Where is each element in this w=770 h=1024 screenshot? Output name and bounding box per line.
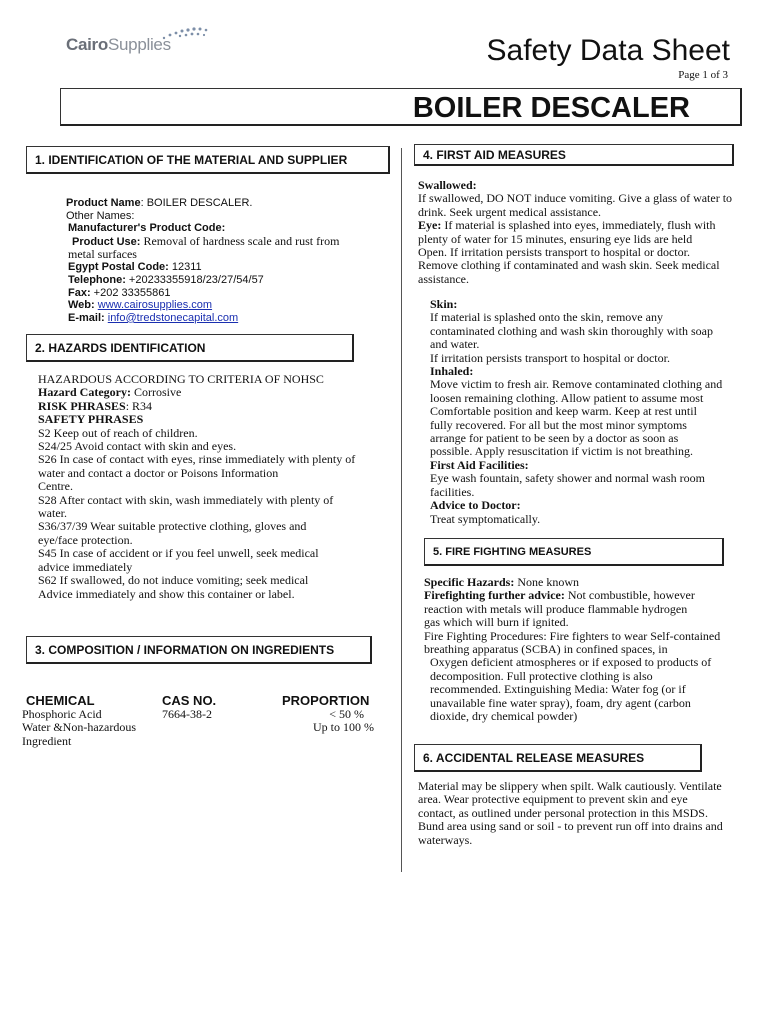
safety-phrases-list [38,427,355,601]
text-line: water and contact a doctor or Poisons Information [38,465,279,480]
text-line: S36/37/39 Wear suitable protective clothing, gloves and [38,519,307,534]
section-5-header [424,538,724,566]
text-line: and water. [430,337,480,352]
proportion-column [276,708,374,735]
manufacturer-code: Manufacturer's Product Code: [68,222,226,235]
risk-phrases-label: RISK PHRASES [38,398,126,413]
inhaled-label: Inhaled: [430,364,474,379]
section-2-header [26,334,354,362]
section-3-header [26,636,372,664]
section-2-title: 2. HAZARDS IDENTIFICATION [35,340,206,355]
document-title: Safety Data Sheet [486,34,730,67]
eye-first-line: If material is splashed into eyes, immediately, flush with [441,218,716,233]
fax-label: Fax: [68,286,91,299]
firefighting-advice-label: Firefighting further advice: [424,588,565,603]
text-line: recommended. Extinguishing Media: Water fog (or if [430,682,686,697]
page-number: Page 1 of 3 [678,69,728,81]
accidental-release-text [418,780,723,847]
other-names: Other Names: [66,209,135,222]
text-line: arrange for patient to be seen by a doctor as soon as [430,431,679,446]
section-5-body [424,576,720,723]
section-1-title: 1. IDENTIFICATION OF THE MATERIAL AND SUPPLIER [35,152,348,167]
text-line: facilities. [430,484,475,499]
specific-hazards-value: None known [514,575,579,589]
product-title: BOILER DESCALER [412,92,690,124]
text-line: area. Wear protective equipment to prevent skin and eye [418,792,688,807]
cas-1: 7664-38-2 [162,707,212,721]
web-label: Web: [68,299,95,312]
fax-value: +202 33355861 [90,286,171,299]
product-use-label: Product Use: [72,235,141,248]
inhaled-text [430,378,722,458]
telephone-label: Telephone: [68,273,126,286]
text-line: Centre. [38,479,73,494]
logo-light-text: Supplies [107,35,171,54]
swallowed-text [418,192,732,219]
text-line: reaction with metals will produce flammable hydrogen [424,601,688,616]
text-line: If material is splashed onto the skin, remove any [430,310,663,325]
eye-text [418,233,732,287]
eye-label: Eye: [418,218,442,233]
text-line: possible. Apply resuscitation if victim is not breathing. [430,444,693,459]
product-use-value: Removal of hardness scale and rust from [140,233,340,248]
text-line: S62 If swallowed, do not induce vomiting; seek medical [38,573,309,588]
chemical-2: Water &Non-hazardous [22,720,136,735]
company-logo [64,26,224,56]
text-line: decomposition. Full protective clothing is also [430,668,653,683]
website-link[interactable]: www.cairosupplies.com [97,299,213,312]
product-name-value: : BOILER DESCALER. [140,197,253,209]
facilities-text [430,472,722,499]
text-line: Eye wash fountain, safety shower and normal wash room [430,471,705,486]
text-line: Open. If irritation persists transport to hospital or doctor. [418,245,690,260]
proportion-1: < 50 % [329,707,364,721]
email-link[interactable]: info@tredstonecapital.com [107,311,239,324]
fire-fighting-text [424,603,720,657]
text-line: contaminated clothing and wash skin thoroughly with soap [430,323,713,338]
text-line: breathing apparatus (SCBA) in confined spaces, in [424,642,668,657]
text-line: Oxygen deficient atmospheres or if exposed to products of [430,655,712,670]
text-line: Fire Fighting Procedures: Fire fighters to wear Self-contained [424,628,721,643]
doctor-label: Advice to Doctor: [430,498,521,513]
text-line: loosen remaining clothing. Allow patient to assume most [430,390,704,405]
text-line: S28 After contact with skin, wash immediately with plenty of [38,492,334,507]
firefighting-advice-value: Not combustible, however [564,588,695,603]
proportion-2: Up to 100 % [313,720,374,735]
swallowed-label: Swallowed: [418,178,477,192]
safety-phrases-label: SAFETY PHRASES [38,412,144,427]
text-line: fully recovered. For all but the most minor symptoms [430,417,687,432]
chemical-2-cont: Ingredient [22,733,72,748]
text-line: eye/face protection. [38,532,133,547]
section-1-body [66,197,339,324]
logo-bold-text: Cairo [66,35,108,54]
text-line: waterways. [418,832,473,847]
section-4-header [414,144,734,166]
risk-phrases-value: : R34 [125,398,153,413]
section-4-body-indent [430,298,722,526]
text-line: drink. Seek urgent medical assistance. [418,204,602,219]
text-line: S26 In case of contact with eyes, rinse immediately with plenty of [38,452,356,467]
text-line: If irritation persists transport to hospital or doctor. [430,350,670,365]
text-line: Material may be slippery when spilt. Walk cautiously. Ventilate [418,779,722,793]
text-line: water. [38,506,67,521]
section-5-title: 5. FIRE FIGHTING MEASURES [433,545,592,558]
skin-text [430,311,722,365]
section-3-title: 3. COMPOSITION / INFORMATION ON INGREDIENTS [35,642,335,657]
text-line: advice immediately [38,559,133,574]
skin-label: Skin: [430,297,458,311]
section-2-body [38,373,355,601]
text-line: contact, as outlined under personal protection in this MSDS. [418,805,708,820]
text-line: unavailable fine water spray), foam, dry agent (carbon [430,695,691,710]
product-use-value-2: metal surfaces [68,247,137,262]
postal-label: Egypt Postal Code: [68,261,169,274]
email-label: E-mail: [68,311,105,324]
text-line: Comfortable position and keep warm. Keep at rest until [430,404,697,419]
facilities-label: First Aid Facilities: [430,457,529,472]
text-line: Remove clothing if contaminated and wash skin. Seek medical [418,258,720,273]
text-line: S2 Keep out of reach of children. [38,425,198,440]
section-1-header [26,146,390,174]
col-header-proportion: PROPORTION [282,693,370,708]
text-line: Bund area using sand or soil - to prevent run off into drains and [418,819,723,834]
hazard-category-label: Hazard Category: [38,385,131,400]
section-4-body [418,179,732,286]
hazard-criteria: HAZARDOUS ACCORDING TO CRITERIA OF NOHSC [38,372,324,386]
text-line: gas which will burn if ignited. [424,615,569,630]
text-line: S45 In case of accident or if you feel unwell, seek medical [38,546,319,561]
text-line: Move victim to fresh air. Remove contaminated clothing and [430,377,723,392]
section-6-body [418,780,723,847]
doctor-text: Treat symptomatically. [430,511,541,526]
table-row [22,708,136,748]
col-header-chemical: CHEMICAL [26,693,95,708]
section-6-title: 6. ACCIDENTAL RELEASE MEASURES [423,750,645,765]
text-line: S24/25 Avoid contact with skin and eyes. [38,439,237,454]
hazard-category-value: Corrosive [130,385,182,400]
section-6-header [414,744,702,772]
column-divider [401,148,402,872]
postal-value: 12311 [168,261,202,274]
product-name-label: Product Name [66,197,141,209]
text-line: If swallowed, DO NOT induce vomiting. Give a glass of water to [418,191,733,206]
text-line: assistance. [418,271,469,286]
fire-fighting-text-indent [424,656,720,723]
text-line: dioxide, dry chemical powder) [430,709,578,724]
text-line: Advice immediately and show this container or label. [38,586,295,601]
section-4-title: 4. FIRST AID MEASURES [423,147,566,162]
text-line: plenty of water for 15 minutes, ensuring eye lids are held [418,231,693,246]
chemical-1: Phosphoric Acid [22,707,102,721]
telephone-value: +20233355918/23/27/54/57 [125,273,264,286]
specific-hazards-label: Specific Hazards: [424,575,515,589]
col-header-cas: CAS NO. [162,693,217,708]
